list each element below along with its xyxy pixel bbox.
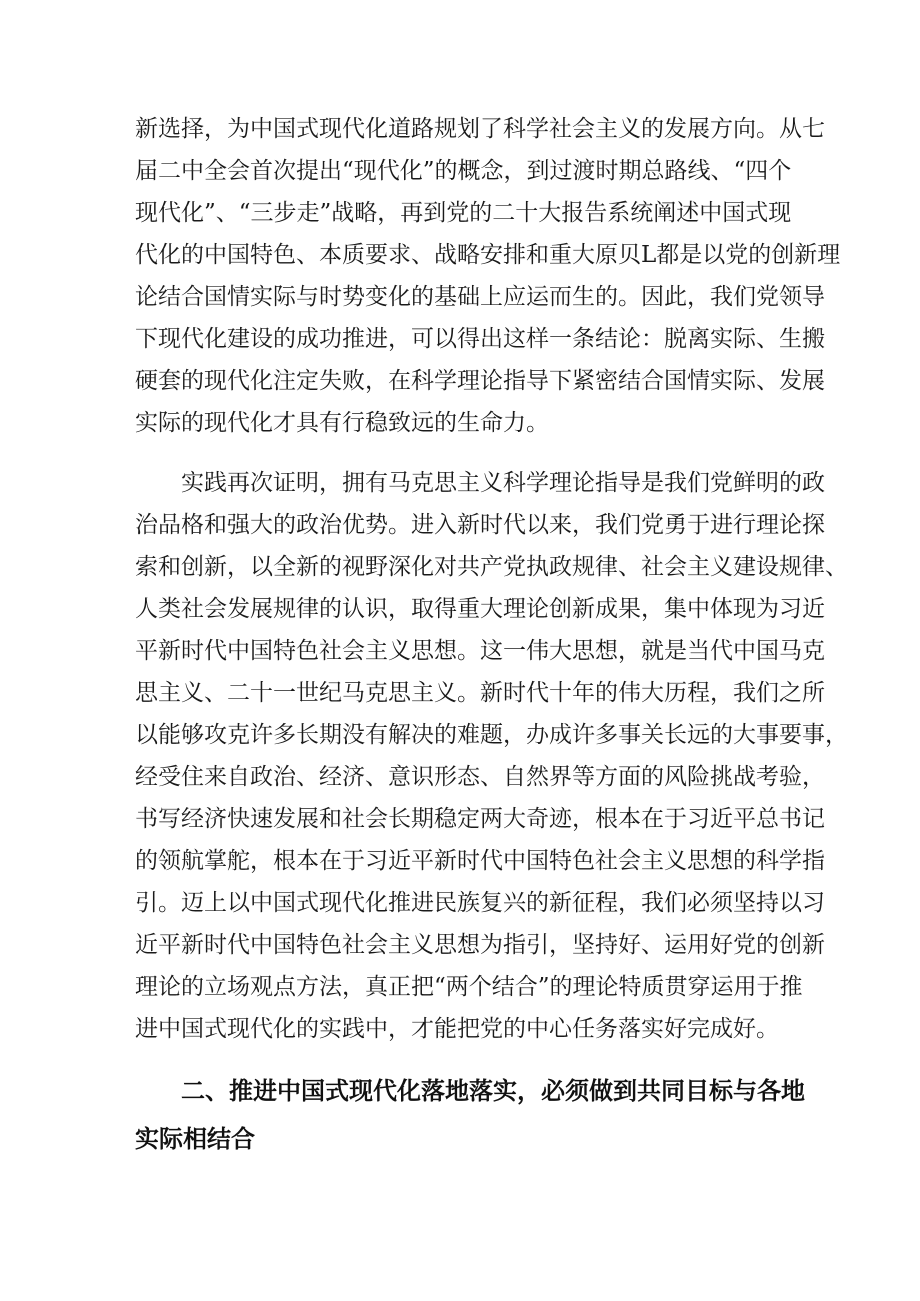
paragraph-line: 索和创新，以全新的视野深化对共产党执政规律、社会主义建设规律、 (135, 554, 848, 580)
paragraph-line: 引。迈上以中国式现代化推进民族复兴的新征程，我们必须坚持以习 (135, 890, 825, 916)
paragraph-line: 人类社会发展规律的认识，取得重大理论创新成果，集中体现为习近 (135, 596, 825, 622)
paragraph-line: 治品格和强大的政治优势。进入新时代以来，我们党勇于进行理论探 (135, 512, 825, 538)
heading-line: 实际相结合 (135, 1125, 255, 1153)
heading-line: 二、推进中国式现代化落地落实，必须做到共同目标与各地 (181, 1077, 805, 1105)
paragraph-1 (135, 108, 841, 444)
paragraph-line: 新选择，为中国式现代化道路规划了科学社会主义的发展方向。从七 (135, 116, 825, 142)
paragraph-line: 的领航掌舵，根本在于习近平新时代中国特色社会主义思想的科学指 (135, 848, 825, 874)
paragraph-line: 实践再次证明，拥有马克思主义科学理论指导是我们党鲜明的政 (181, 470, 825, 496)
paragraph-line: 论结合国情实际与时势变化的基础上应运而生的。因此，我们党领导 (135, 284, 825, 310)
paragraph-line: 现代化”、“三步走”战略，再到党的二十大报告系统阐述中国式现 (135, 200, 792, 226)
paragraph-2 (135, 462, 848, 1050)
paragraph-line: 届二中全会首次提出“现代化”的概念，到过渡时期总路线、“四个 (135, 158, 792, 184)
paragraph-line: 经受住来自政治、经济、意识形态、自然界等方面的风险挑战考验， (135, 764, 825, 790)
paragraph-line: 平新时代中国特色社会主义思想。这一伟大思想，就是当代中国马克 (135, 638, 825, 664)
paragraph-line: 下现代化建设的成功推进，可以得出这样一条结论：脱离实际、生搬 (135, 326, 825, 352)
section-heading (135, 1067, 805, 1163)
paragraph-line: 书写经济快速发展和社会长期稳定两大奇迹，根本在于习近平总书记 (135, 806, 825, 832)
paragraph-line: 代化的中国特色、本质要求、战略安排和重大原贝L都是以党的创新理 (135, 242, 841, 268)
paragraph-line: 近平新时代中国特色社会主义思想为指引，坚持好、运用好党的创新 (135, 932, 825, 958)
paragraph-line: 实际的现代化才具有行稳致远的生命力。 (135, 410, 549, 436)
paragraph-line: 硬套的现代化注定失败，在科学理论指导下紧密结合国情实际、发展 (135, 368, 825, 394)
paragraph-line: 以能够攻克许多长期没有解决的难题，办成许多事关长远的大事要事， (135, 722, 848, 748)
paragraph-line: 理论的立场观点方法，真正把“两个结合”的理论特质贯穿运用于推 (135, 974, 803, 1000)
paragraph-line: 进中国式现代化的实践中，才能把党的中心任务落实好完成好。 (135, 1016, 779, 1042)
paragraph-line: 思主义、二十一世纪马克思主义。新时代十年的伟大历程，我们之所 (135, 680, 825, 706)
